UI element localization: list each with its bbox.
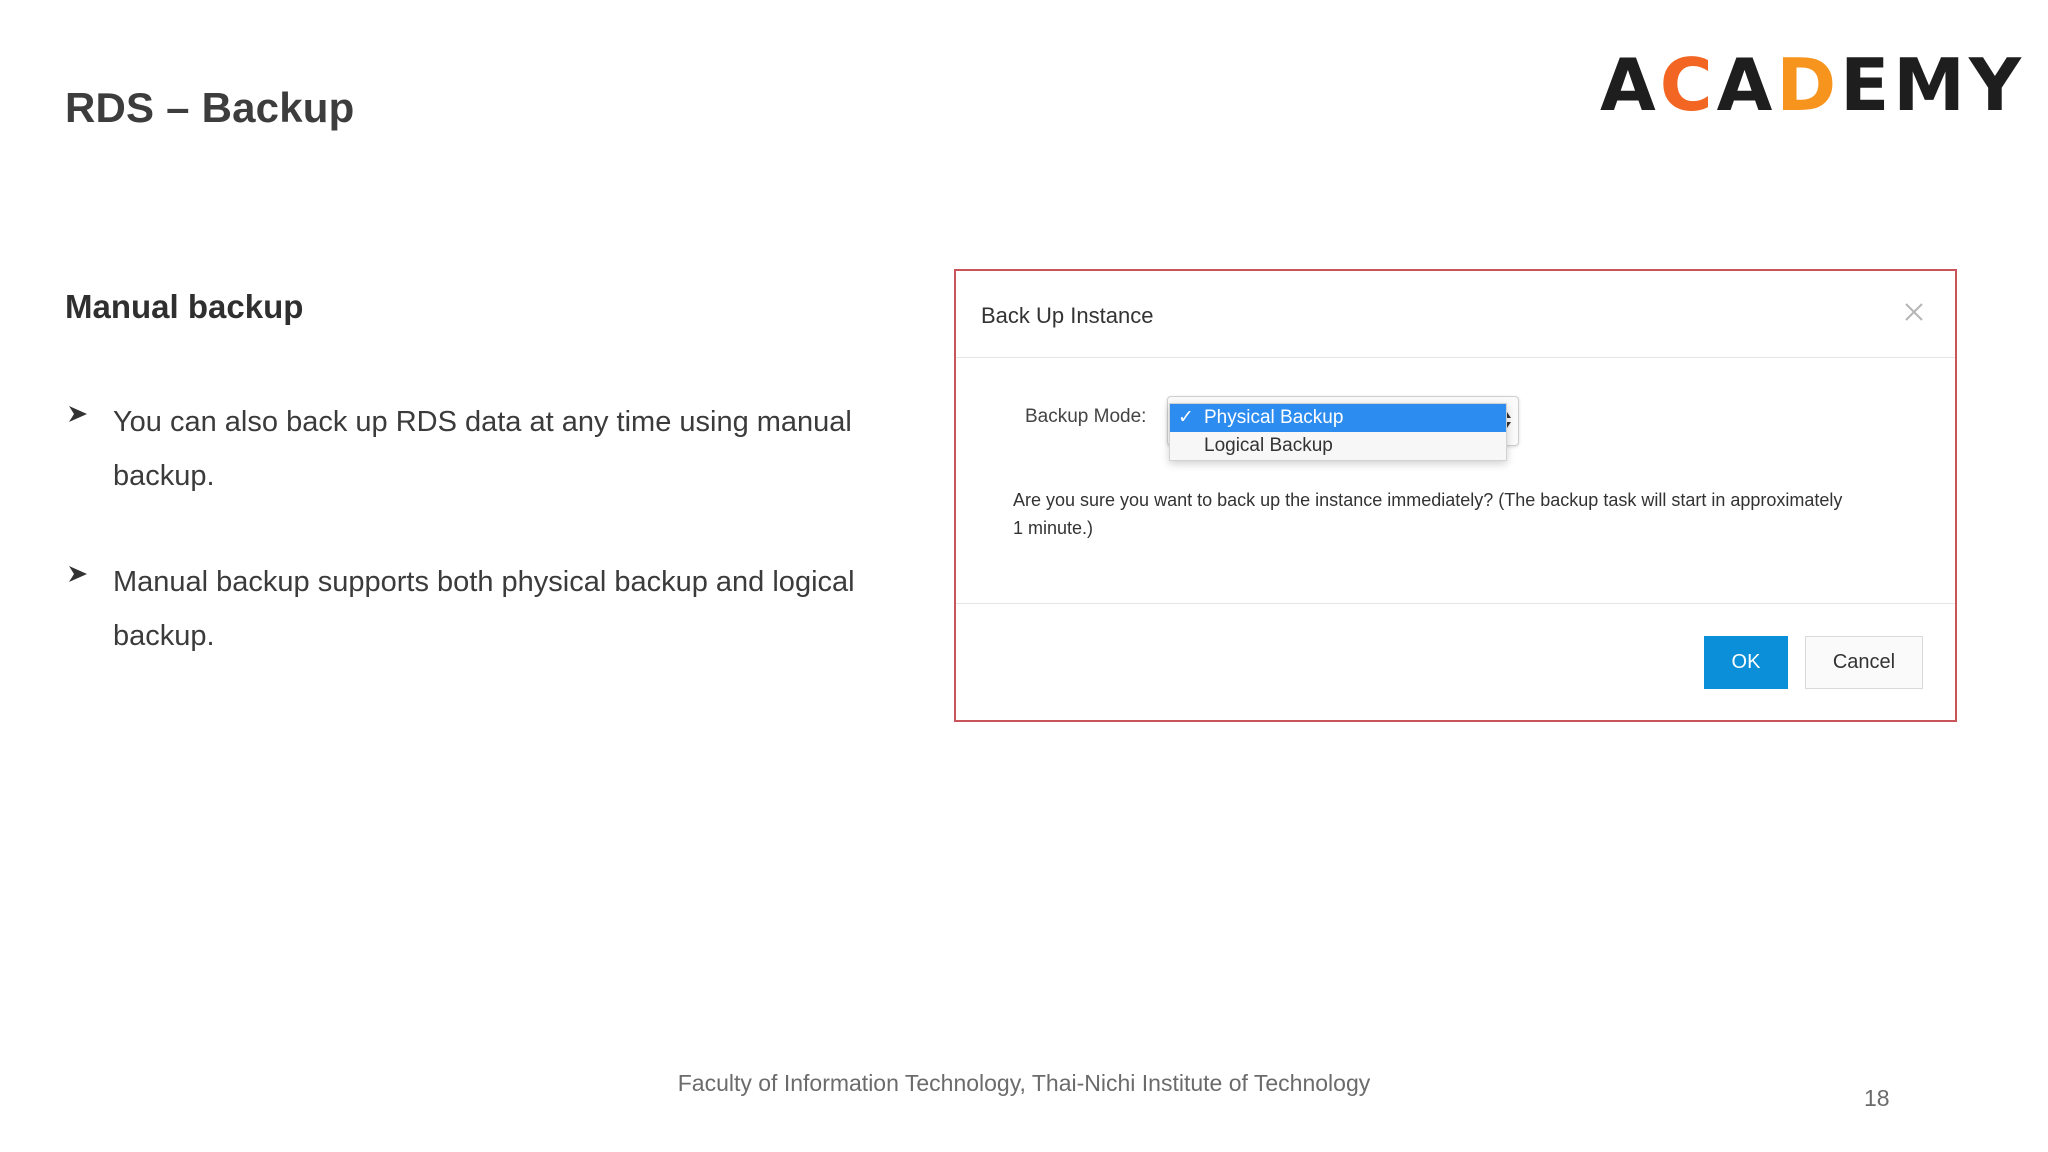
ok-button[interactable]: OK [1704, 636, 1788, 689]
academy-logo: ACADEMY [1600, 43, 2026, 127]
cancel-button[interactable]: Cancel [1805, 636, 1923, 689]
checkmark-icon: ✓ [1178, 407, 1194, 428]
option-logical-backup[interactable] [1170, 432, 1506, 460]
backup-dialog [954, 269, 1957, 722]
section-heading: Manual backup [65, 288, 304, 325]
dialog-body [956, 358, 1955, 604]
bullet-item [65, 395, 905, 503]
bullet-text: Manual backup supports both physical backup and logical backup. [113, 566, 855, 652]
confirm-message: Are you sure you want to back up the instance immediately? (The backup task will start in approximately 1 minute.) [1013, 490, 1843, 538]
slide-title: RDS – Backup [65, 84, 355, 131]
option-physical-backup[interactable] [1170, 404, 1506, 432]
bullet-text: You can also back up RDS data at any time using manual backup. [113, 406, 852, 492]
backup-mode-label: Backup Mode: [1025, 406, 1147, 427]
arrow-bullet-icon [67, 563, 89, 585]
page-number: 18 [1864, 1085, 1890, 1111]
footer-text: Faculty of Information Technology, Thai-Nichi Institute of Technology [677, 1070, 1371, 1096]
close-icon[interactable] [1903, 301, 1925, 323]
option-label: Logical Backup [1204, 435, 1333, 456]
arrow-bullet-icon [67, 403, 89, 425]
dialog-header [956, 271, 1955, 358]
dialog-footer [956, 604, 1955, 722]
backup-mode-dropdown [1169, 403, 1507, 461]
dialog-title: Back Up Instance [981, 303, 1154, 328]
bullet-list [65, 395, 905, 715]
option-label: Physical Backup [1204, 407, 1344, 428]
bullet-item [65, 555, 905, 663]
